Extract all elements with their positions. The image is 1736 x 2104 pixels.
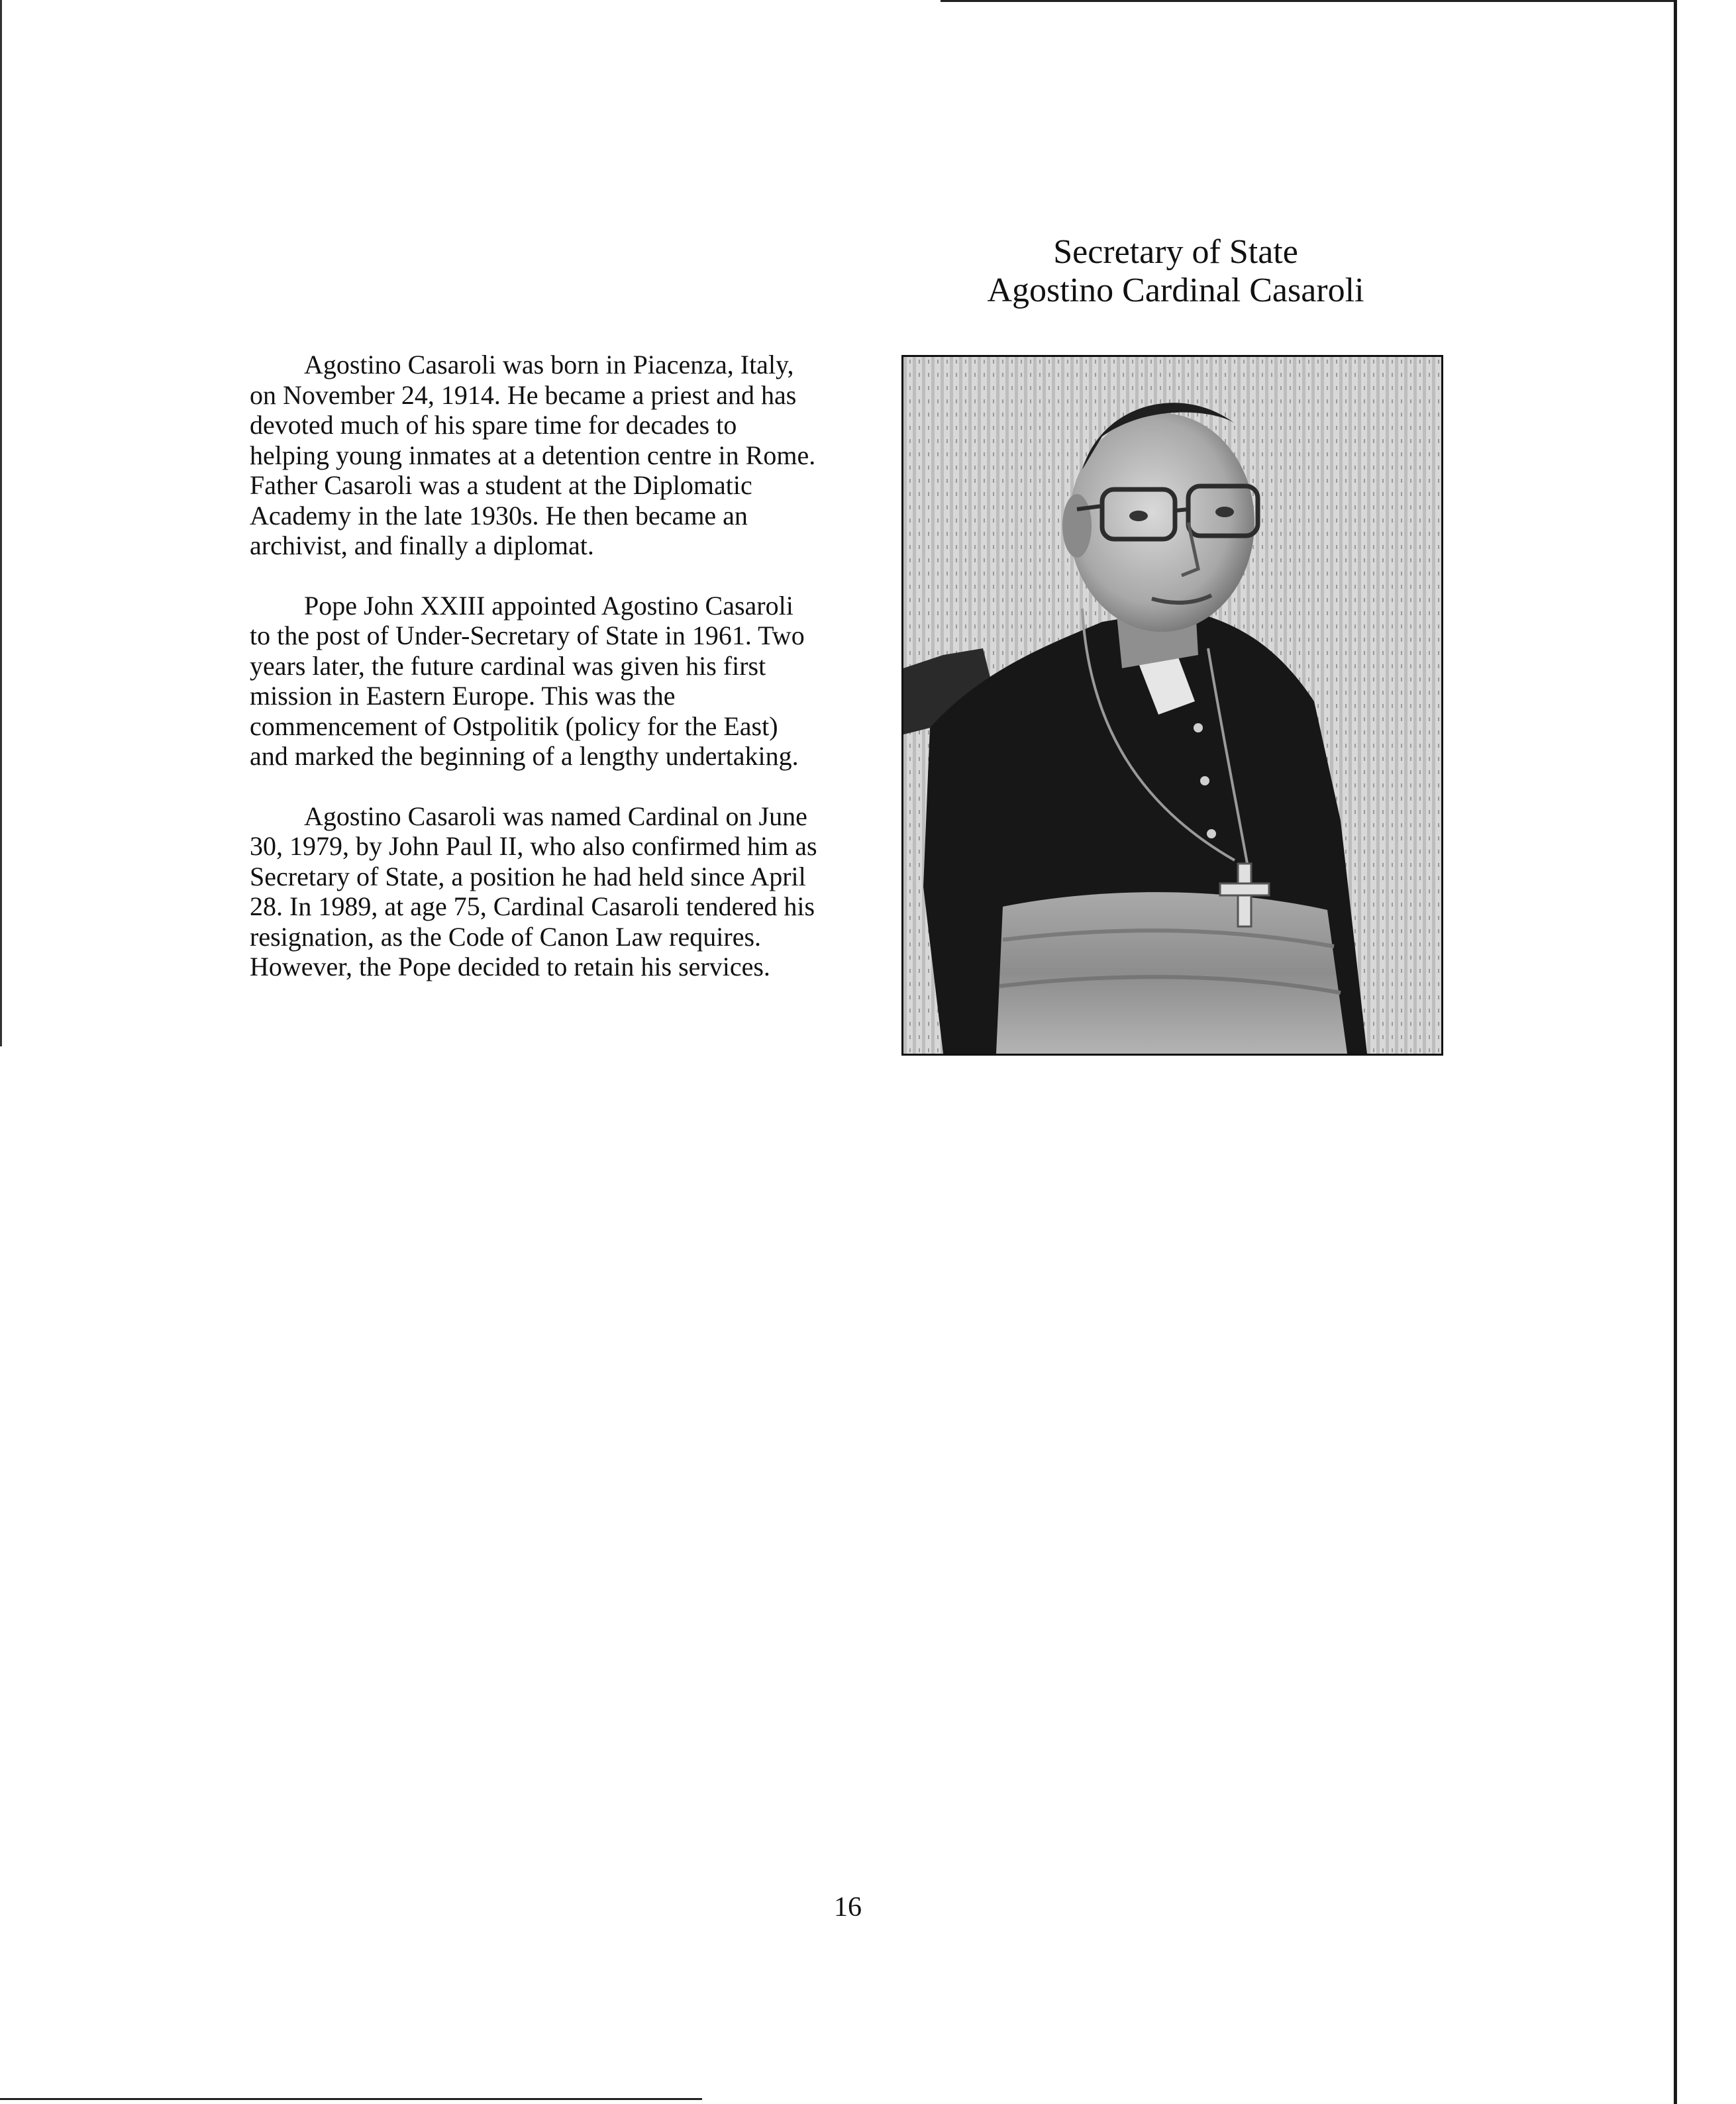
paragraph-birth: Agostino Casaroli was born in Piacenza, Italy, on November 24, 1914. He became a priest and has devoted much of his spare time for decades to helping young inmates at a detention centre in Rome. Father Casaroli was a student at the Diplomatic Academy in the late 1930s. He then became an archivist, and finally a diplomat. <box>250 350 816 560</box>
portrait-illustration <box>903 357 1441 1054</box>
paragraph-cardinal: Agostino Casaroli was named Cardinal on June 30, 1979, by John Paul II, who also confirmed him as Secretary of State, a position he had held since April 28. In 1989, at age 75, Cardinal Casaroli tendered his resignation, as the Code of Canon Law requires. However, the Pope decided to retain his services. <box>250 801 817 981</box>
heading-line-2: Agostino Cardinal Casaroli <box>987 272 1364 309</box>
scan-border-right <box>1674 0 1677 2104</box>
page-heading <box>924 233 1427 310</box>
heading-line-1: Secretary of State <box>1053 233 1298 271</box>
biography-text <box>250 350 819 1012</box>
page-number: 16 <box>834 1892 862 1923</box>
scan-border-top <box>941 0 1676 2</box>
portrait-photo <box>901 355 1443 1056</box>
scan-border-left <box>0 0 2 1046</box>
paragraph-appointment: Pope John XXIII appointed Agostino Casaroli to the post of Under-Secretary of State in 1961. Two years later, the future cardinal was given his first mission in Eastern Europe. This was the commencement of Ostpolitik (policy for the East) and marked the beginning of a lengthy undertaking. <box>250 590 805 771</box>
scan-border-bottom <box>0 2098 702 2100</box>
